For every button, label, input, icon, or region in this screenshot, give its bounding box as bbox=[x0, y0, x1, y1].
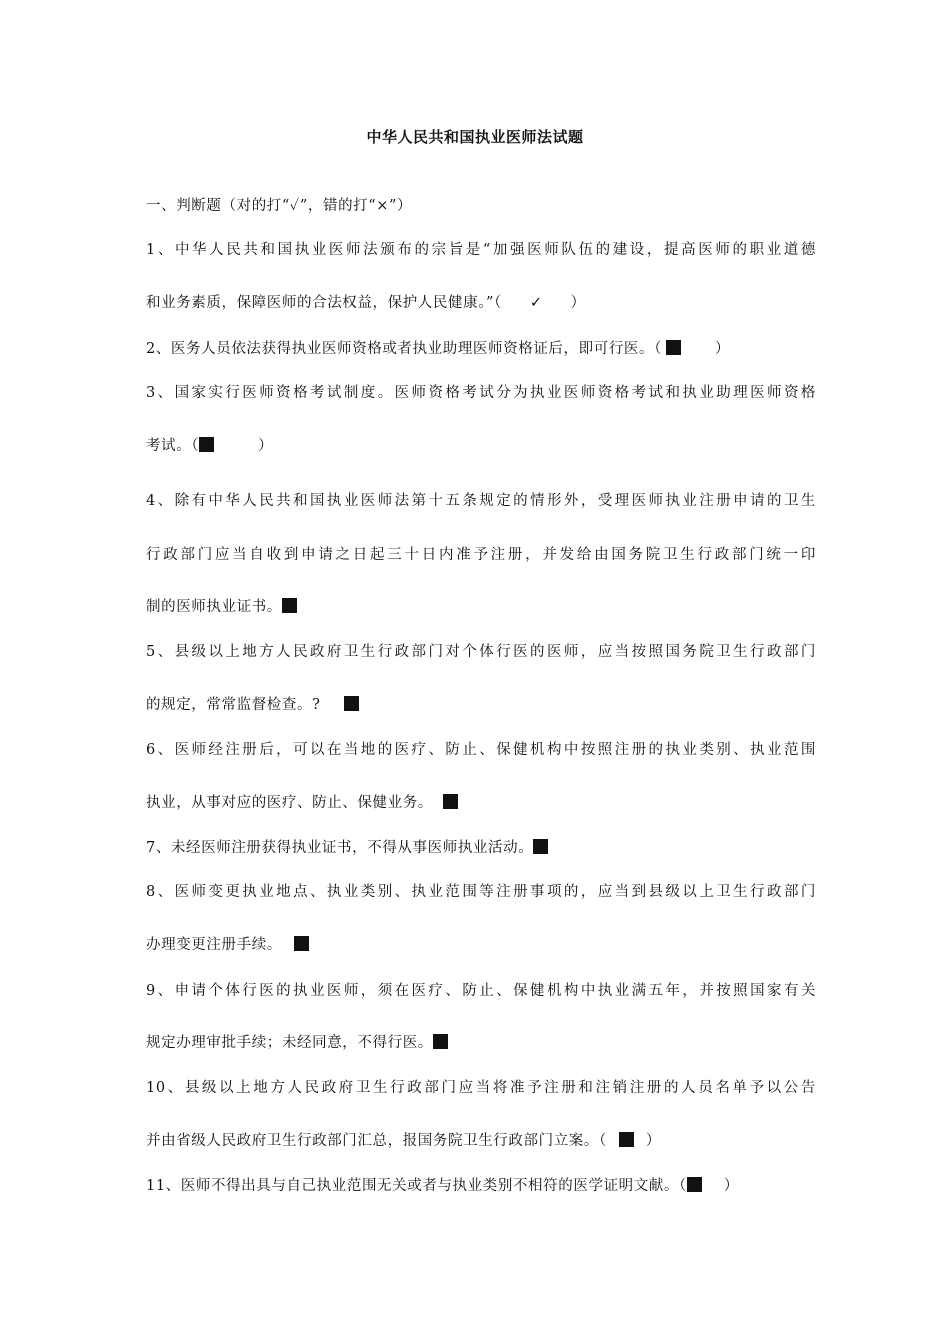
answer-redacted-mark bbox=[199, 437, 214, 452]
section-heading: 一、判断题（对的打“✓”，错的打“×”） bbox=[146, 198, 413, 214]
answer-redacted-mark bbox=[619, 1132, 634, 1147]
question-9-line-2 bbox=[146, 1033, 816, 1053]
answer-close-paren: ） bbox=[570, 295, 586, 311]
answer-redacted-mark bbox=[666, 340, 681, 355]
question-3-line-1: 3、国家实行医师资格考试制度。医师资格考试分为执业医师资格考试和执业助理医师资格 bbox=[146, 385, 816, 401]
question-6-text: 执业，从事对应的医疗、防止、保健业务。 bbox=[146, 795, 433, 811]
question-2-text: 2、医务人员依法获得执业医师资格或者执业助理医师资格证后，即可行医。（ bbox=[146, 341, 662, 357]
answer-redacted-mark bbox=[687, 1177, 702, 1192]
question-5-line-1: 5、县级以上地方人民政府卫生行政部门对个体行医的医师，应当按照国务院卫生行政部门 bbox=[146, 644, 816, 660]
answer-close-paren: ） bbox=[645, 1133, 661, 1149]
answer-redacted-mark bbox=[294, 936, 309, 951]
question-4-line-1: 4、除有中华人民共和国执业医师法第十五条规定的情形外，受理医师执业注册申请的卫生 bbox=[146, 493, 816, 509]
question-2-line-1 bbox=[146, 339, 816, 359]
answer-redacted-mark bbox=[433, 1034, 448, 1049]
question-5-text: 的规定，常常监督检查。? bbox=[146, 697, 321, 713]
question-8-line-2 bbox=[146, 935, 816, 955]
answer-redacted-mark bbox=[282, 598, 297, 613]
question-1-text: 和业务素质，保障医师的合法权益，保护人民健康。”（ bbox=[146, 295, 502, 311]
question-4-text: 制的医师执业证书。 bbox=[146, 599, 282, 615]
answer-redacted-mark bbox=[443, 794, 458, 809]
question-7-line-1 bbox=[146, 838, 816, 858]
answer-redacted-mark bbox=[344, 696, 359, 711]
answer-redacted-mark bbox=[533, 839, 548, 854]
page-title: 中华人民共和国执业医师法试题 bbox=[366, 128, 584, 146]
answer-close-paren: ） bbox=[258, 438, 274, 454]
question-11-line-1 bbox=[146, 1176, 816, 1196]
question-9-line-1: 9、申请个体行医的执业医师，须在医疗、防止、保健机构中执业满五年，并按照国家有关 bbox=[146, 983, 816, 999]
question-10-line-1: 10、县级以上地方人民政府卫生行政部门应当将准予注册和注销注册的人员名单予以公告 bbox=[146, 1080, 816, 1096]
question-7-text: 7、未经医师注册获得执业证书，不得从事医师执业活动。 bbox=[146, 840, 534, 856]
question-8-line-1: 8、医师变更执业地点、执业类别、执业范围等注册事项的，应当到县级以上卫生行政部门 bbox=[146, 884, 816, 900]
question-3-line-2 bbox=[146, 436, 816, 456]
answer-close-paren: ） bbox=[714, 341, 731, 357]
question-5-line-2 bbox=[146, 695, 816, 715]
question-4-line-2: 行政部门应当自收到申请之日起三十日内准予注册，并发给由国务院卫生行政部门统一印 bbox=[146, 547, 816, 563]
question-4-line-3 bbox=[146, 597, 816, 617]
answer-close-paren: ） bbox=[723, 1178, 740, 1194]
question-1-line-2 bbox=[146, 293, 816, 313]
question-8-text: 办理变更注册手续。 bbox=[146, 937, 282, 953]
question-10-text: 并由省级人民政府卫生行政部门汇总，报国务院卫生行政部门立案。（ bbox=[146, 1133, 607, 1149]
question-6-line-1: 6、医师经注册后，可以在当地的医疗、防止、保健机构中按照注册的执业类别、执业范围 bbox=[146, 742, 816, 758]
question-11-text: 11、医师不得出具与自己执业范围无关或者与执业类别不相符的医学证明文献。（ bbox=[146, 1178, 687, 1194]
question-1-line-1: 1、中华人民共和国执业医师法颁布的宗旨是“加强医师队伍的建设，提高医师的职业道德 bbox=[146, 242, 816, 258]
question-10-line-2 bbox=[146, 1131, 816, 1151]
question-9-text: 规定办理审批手续；未经同意，不得行医。 bbox=[146, 1035, 433, 1051]
question-6-line-2 bbox=[146, 793, 816, 813]
answer-check-mark: ✓ bbox=[529, 295, 543, 311]
question-3-text: 考试。（ bbox=[146, 438, 200, 454]
